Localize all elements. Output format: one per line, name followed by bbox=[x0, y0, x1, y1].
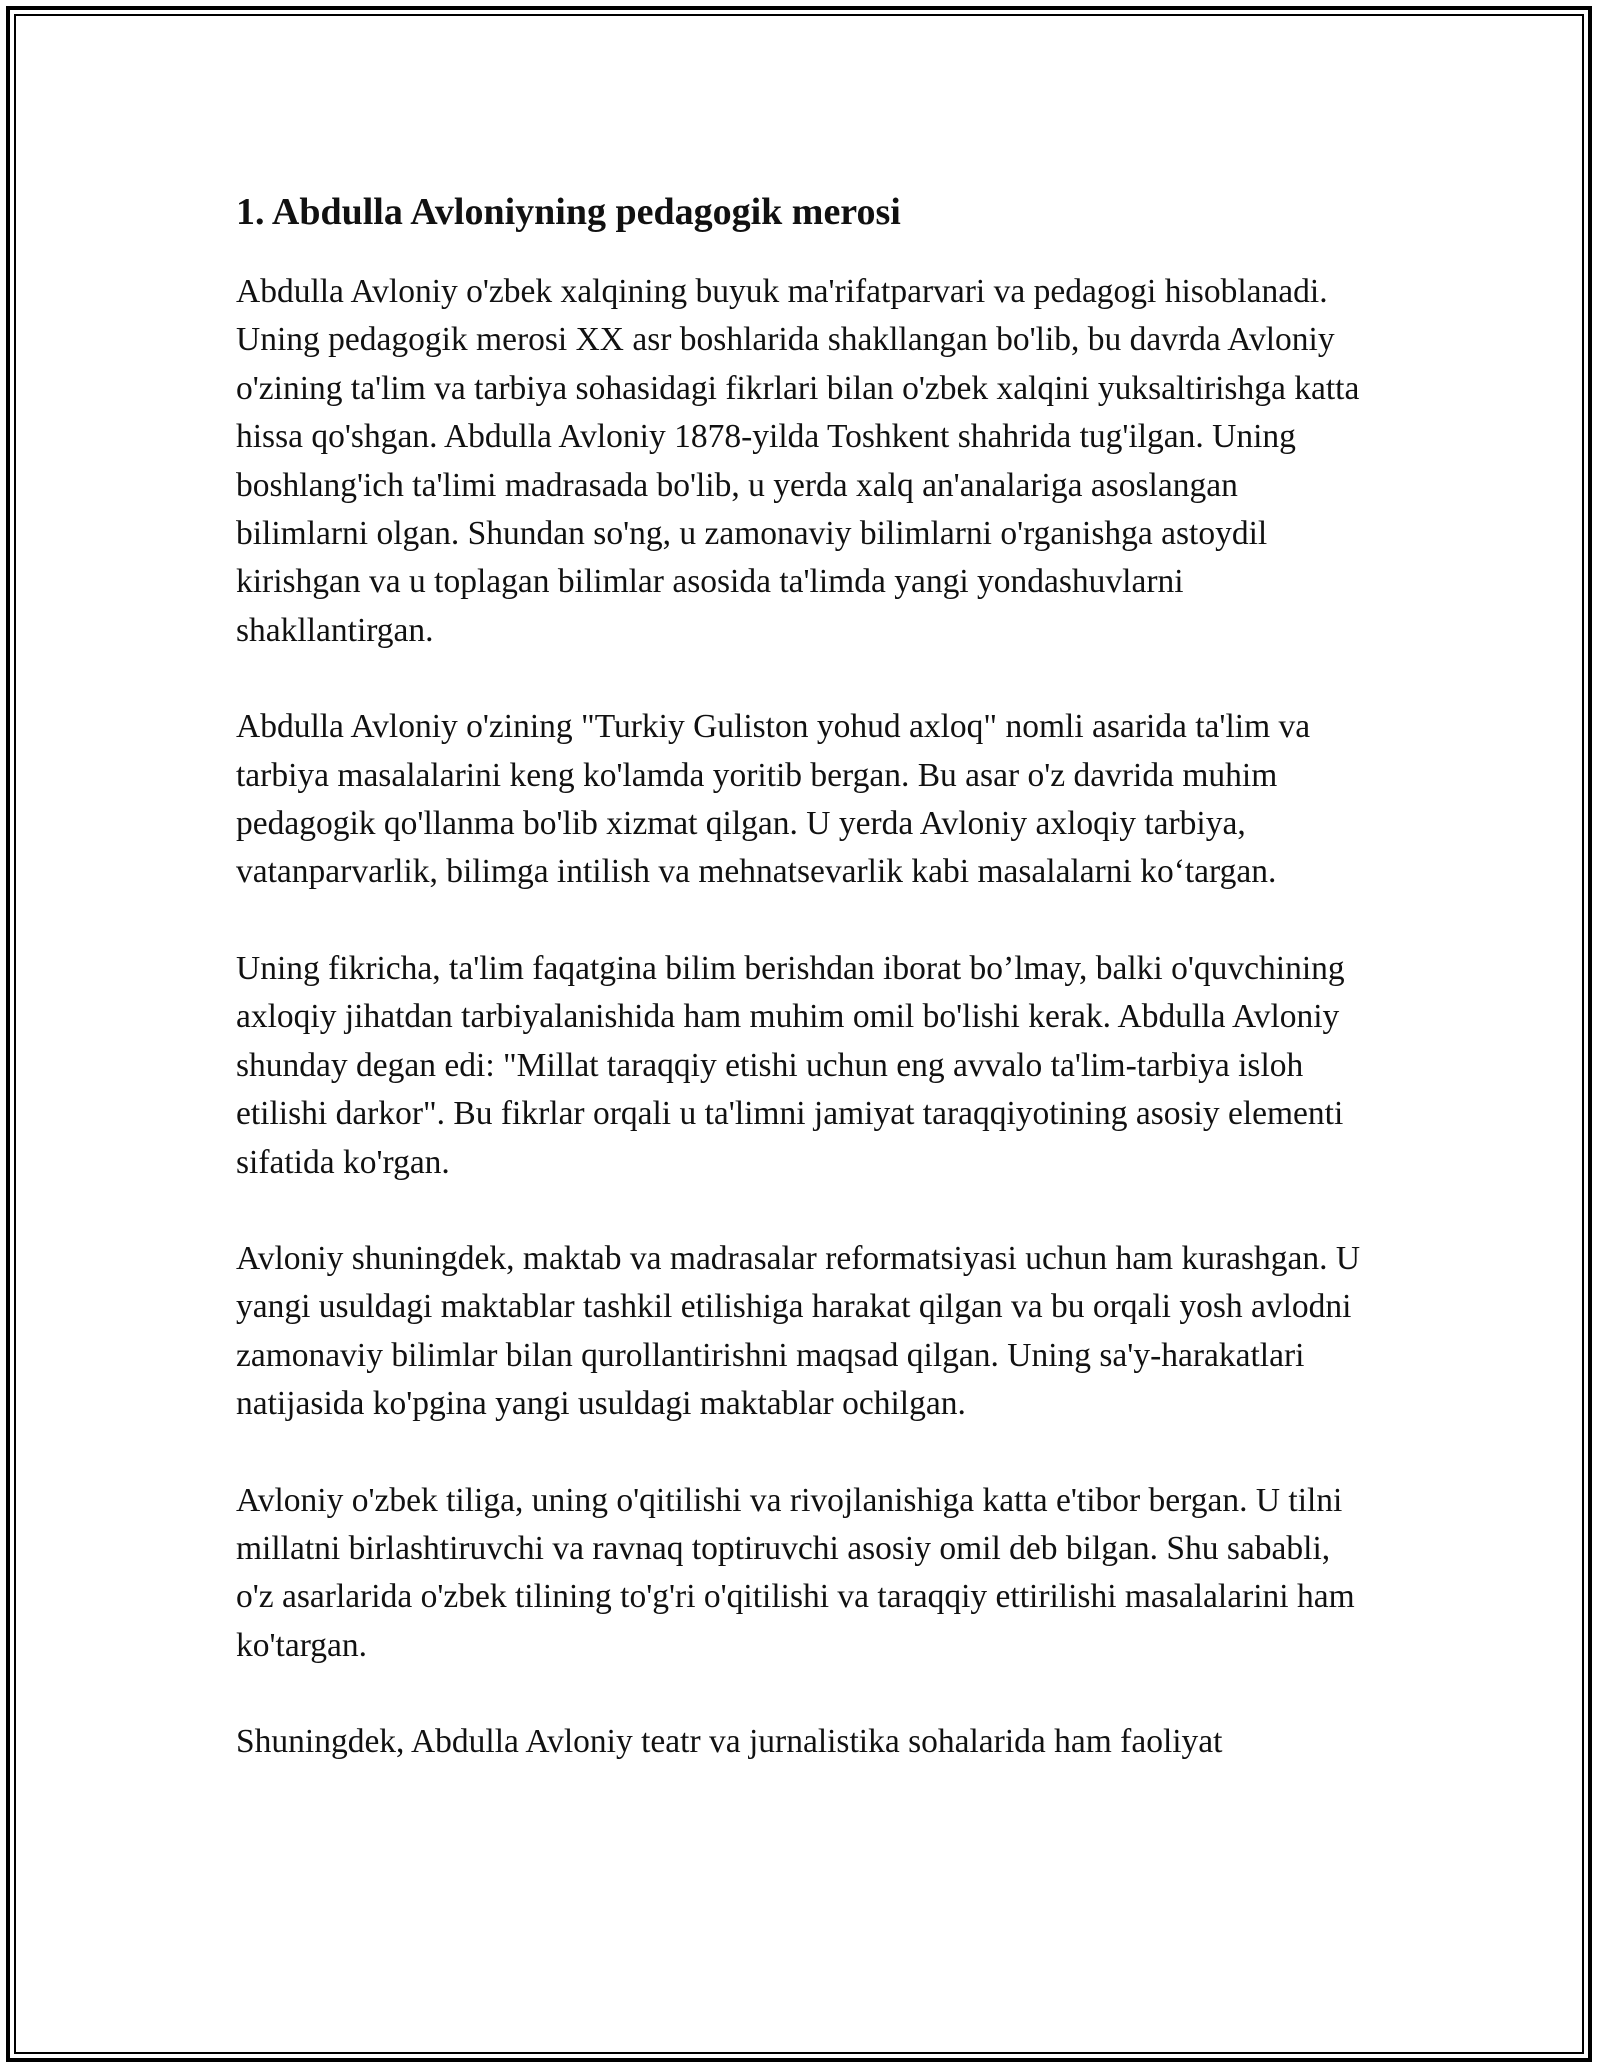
document-body bbox=[236, 188, 1361, 1815]
paragraph-4: Avloniy shuningdek, maktab va madrasalar reformatsiyasi uchun ham kurashgan. U yangi usuldagi maktablar tashkil etilishiga harakat qilgan va bu orqali yosh avlodni zamonaviy bilimlar bilan qurollantirishni maqsad qilgan. Uning sa'y-harakatlari natijasida ko'pgina yangi usuldagi maktablar ochilgan. bbox=[236, 1239, 1361, 1423]
paragraph-2: Abdulla Avloniy o'zining "Turkiy Guliston yohud axloq" nomli asarida ta'lim va tarbiya masalalarini keng ko'lamda yoritib bergan. Bu asar o'z davrida muhim pedagogik qo'llanma bo'lib xizmat qilgan. U yerda Avloniy axloqiy tarbiya, vatanparvarlik, bilimga intilish va mehnatsevarlik kabi masalalarni ko‘targan. bbox=[236, 708, 1311, 891]
paragraph-1: Abdulla Avloniy o'zbek xalqining buyuk ma'rifatparvari va pedagogi hisoblanadi. Uning pedagogik merosi XX asr boshlarida shakllangan bo'lib, bu davrda Avloniy o'zining ta'lim va tarbiya sohasidagi fikrlari bilan o'zbek xalqini yuksaltirishga katta hissa qo'shgan. Abdulla Avloniy 1878-yilda Toshkent shahrida tug'ilgan. Uning boshlang'ich ta'limi madrasada bo'lib, u yerda xalq an'analariga asoslangan bilimlarni olgan. Shundan so'ng, u zamonaviy bilimlarni o'rganishga astoydil kirishgan va u toplagan bilimlar asosida ta'limda yangi yondashuvlarni shakllantirgan. bbox=[236, 273, 1360, 649]
paragraph-6: Shuningdek, Abdulla Avloniy teatr va jurnalistika sohalarida ham faoliyat bbox=[236, 1723, 1223, 1761]
section-heading: 1. Abdulla Avloniyning pedagogik merosi bbox=[236, 191, 901, 233]
paragraph-3: Uning fikricha, ta'lim faqatgina bilim berishdan iborat bo’lmay, balki o'quvchining axloqiy jihatdan tarbiyalanishida ham muhim omil bo'lishi kerak. Abdulla Avloniy shunday degan edi: "Millat taraqqiy etishi uchun eng avvalo ta'lim-tarbiya isloh etilishi darkor". Bu fikrlar orqali u ta'limni jamiyat taraqqiyotining asosiy elementi sifatida ko'rgan. bbox=[236, 949, 1345, 1181]
paragraph-5: Avloniy o'zbek tiliga, uning o'qitilishi va rivojlanishiga katta e'tibor bergan. U tilni millatni birlashtiruvchi va ravnaq toptiruvchi asosiy omil deb bilgan. Shu sababli, o'z asarlarida o'zbek tilining to'g'ri o'qitilishi va taraqqiy ettirilishi masalalarini ham ko'targan. bbox=[236, 1481, 1355, 1664]
